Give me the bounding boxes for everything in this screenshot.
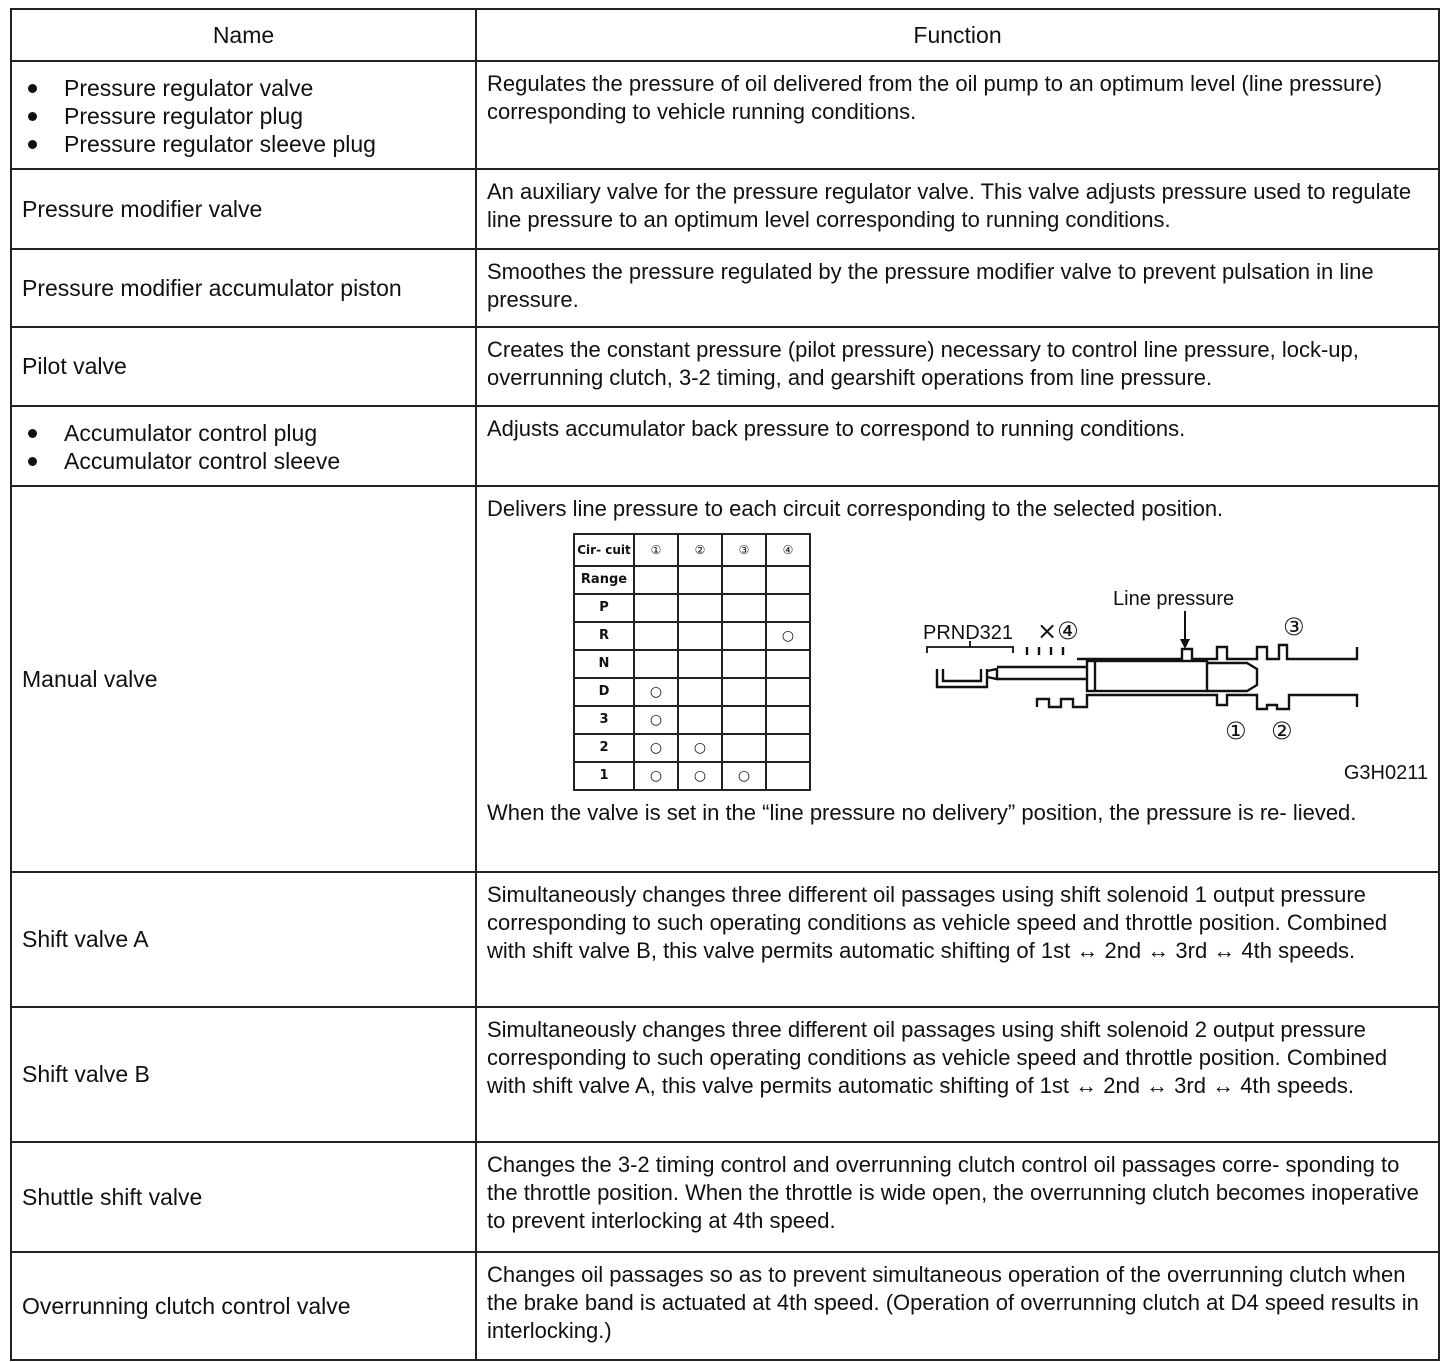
- position-label: PRND321: [923, 622, 1014, 644]
- range-cell: N: [574, 650, 634, 678]
- function-cell: Changes oil passages so as to prevent simultaneous operation of the overrunning clutch when the brake band is actuated at 4th speed. (Operation of overrunning clutch at D4 speed results in interlocking.): [476, 1252, 1439, 1360]
- name-cell: [11, 61, 476, 169]
- port-1-label: ①: [1225, 717, 1247, 745]
- list-item: Pressure regulator plug: [22, 102, 474, 130]
- circuit-label: Cir- cuit: [574, 534, 634, 566]
- name-cell: Pilot valve: [11, 327, 476, 406]
- range-cell: D: [574, 678, 634, 706]
- name-cell: Shuttle shift valve: [11, 1142, 476, 1252]
- name-bullet-list: [22, 419, 474, 475]
- function-cell: Simultaneously changes three different oil passages using shift solenoid 2 output pressure corresponding to such operating conditions as vehicle speed and throttle position. Combined with shift valve A, this valve permits automatic shifting of 1st ↔ 2nd ↔ 3rd ↔ 4th speeds.: [476, 1007, 1439, 1142]
- circuit-cell: ○: [634, 734, 678, 762]
- name-cell: Shift valve A: [11, 872, 476, 1007]
- function-cell: [476, 486, 1439, 872]
- circuit-cell: [678, 678, 722, 706]
- circuit-cell: [678, 650, 722, 678]
- circuit-cell: [766, 678, 810, 706]
- name-cell: Manual valve: [11, 486, 476, 872]
- circuit-cell: [766, 734, 810, 762]
- range-row: [574, 622, 810, 650]
- header-function: Function: [476, 9, 1439, 61]
- list-item: Accumulator control sleeve: [22, 447, 474, 475]
- circuit-cell: ○: [634, 706, 678, 734]
- circuit-cell: [722, 734, 766, 762]
- circuit-cell: [766, 594, 810, 622]
- valve-function-table: [10, 8, 1440, 1361]
- empty-cell: [722, 566, 766, 594]
- function-cell: Creates the constant pressure (pilot pressure) necessary to control line pressure, lock-up, overrunning clutch, 3-2 timing, and gearshift operations from line pressure.: [476, 327, 1439, 406]
- circuit-1: ①: [634, 534, 678, 566]
- circuit-cell: ○: [634, 762, 678, 790]
- range-row: [574, 762, 810, 790]
- circuit-cell: [766, 762, 810, 790]
- range-row: [574, 650, 810, 678]
- figure-code: G3H0211: [1343, 762, 1428, 784]
- port-3-label: ③: [1283, 613, 1305, 641]
- name-cell: Shift valve B: [11, 1007, 476, 1142]
- table-header-row: [11, 9, 1439, 61]
- empty-cell: [766, 566, 810, 594]
- range-row: [574, 678, 810, 706]
- circuit-cell: ○: [634, 678, 678, 706]
- list-item: Pressure regulator sleeve plug: [22, 130, 474, 158]
- table-row: [11, 249, 1439, 327]
- blocked-port-label: ×④: [1037, 617, 1079, 645]
- circuit-cell: [678, 622, 722, 650]
- empty-cell: [678, 566, 722, 594]
- range-cell: 2: [574, 734, 634, 762]
- range-cell: 3: [574, 706, 634, 734]
- name-cell: [11, 406, 476, 486]
- circuit-4: ④: [766, 534, 810, 566]
- circuit-cell: [766, 706, 810, 734]
- function-cell: An auxiliary valve for the pressure regulator valve. This valve adjusts pressure used to regulate line pressure to an optimum level corresponding to running conditions.: [476, 169, 1439, 249]
- range-label: Range: [574, 566, 634, 594]
- circuit-table: [573, 533, 811, 791]
- table-row: [11, 486, 1439, 872]
- circuit-cell: [722, 594, 766, 622]
- function-cell: Regulates the pressure of oil delivered from the oil pump to an optimum level (line pressure) corresponding to vehicle running conditions.: [476, 61, 1439, 169]
- function-cell: Smoothes the pressure regulated by the pressure modifier valve to prevent pulsation in line pressure.: [476, 249, 1439, 327]
- circuit-cell: ○: [766, 622, 810, 650]
- list-item: Accumulator control plug: [22, 419, 474, 447]
- function-cell: Simultaneously changes three different oil passages using shift solenoid 1 output pressure corresponding to such operating conditions as vehicle speed and throttle position. Combined with shift valve B, this valve permits automatic shifting of 1st ↔ 2nd ↔ 3rd ↔ 4th speeds.: [476, 872, 1439, 1007]
- range-cell: P: [574, 594, 634, 622]
- range-row: [574, 706, 810, 734]
- table-row: [11, 872, 1439, 1007]
- table-row: [11, 1252, 1439, 1360]
- line-pressure-label: Line pressure: [1113, 588, 1235, 610]
- table-row: [11, 406, 1439, 486]
- range-cell: 1: [574, 762, 634, 790]
- circuit-cell: [634, 594, 678, 622]
- range-row: [574, 594, 810, 622]
- function-text-after: When the valve is set in the “line pressure no delivery” position, the pressure is re- lieved.: [487, 800, 1357, 825]
- manual-valve-figure: [487, 529, 1428, 799]
- circuit-cell: [634, 650, 678, 678]
- circuit-cell: [722, 678, 766, 706]
- circuit-cell: [678, 706, 722, 734]
- table-row: [11, 61, 1439, 169]
- circuit-cell: ○: [678, 734, 722, 762]
- name-cell: Pressure modifier accumulator piston: [11, 249, 476, 327]
- empty-cell: [634, 566, 678, 594]
- name-cell: Pressure modifier valve: [11, 169, 476, 249]
- circuit-cell: ○: [678, 762, 722, 790]
- circuit-cell: [678, 594, 722, 622]
- circuit-cell: ○: [722, 762, 766, 790]
- table-row: [11, 169, 1439, 249]
- name-bullet-list: [22, 74, 474, 158]
- name-cell: Overrunning clutch control valve: [11, 1252, 476, 1360]
- circuit-cell: [722, 622, 766, 650]
- range-header-row: [574, 566, 810, 594]
- function-text: Delivers line pressure to each circuit corresponding to the selected position.: [487, 496, 1224, 521]
- circuit-2: ②: [678, 534, 722, 566]
- circuit-3: ③: [722, 534, 766, 566]
- circuit-header-row: [574, 534, 810, 566]
- manual-valve-diagram: [917, 559, 1387, 749]
- circuit-cell: [722, 706, 766, 734]
- list-item: Pressure regulator valve: [22, 74, 474, 102]
- circuit-cell: [634, 622, 678, 650]
- function-cell: Adjusts accumulator back pressure to correspond to running conditions.: [476, 406, 1439, 486]
- range-row: [574, 734, 810, 762]
- circuit-cell: [722, 650, 766, 678]
- table-row: [11, 1142, 1439, 1252]
- range-cell: R: [574, 622, 634, 650]
- circuit-cell: [766, 650, 810, 678]
- table-row: [11, 1007, 1439, 1142]
- function-cell: Changes the 3-2 timing control and overrunning clutch control oil passages corre- sponding to the throttle position. When the throttle is wide open, the overrunning clutch becomes inoperative to prevent interlocking at 4th speed.: [476, 1142, 1439, 1252]
- port-2-label: ②: [1271, 717, 1293, 745]
- table-row: [11, 327, 1439, 406]
- header-name: Name: [11, 9, 476, 61]
